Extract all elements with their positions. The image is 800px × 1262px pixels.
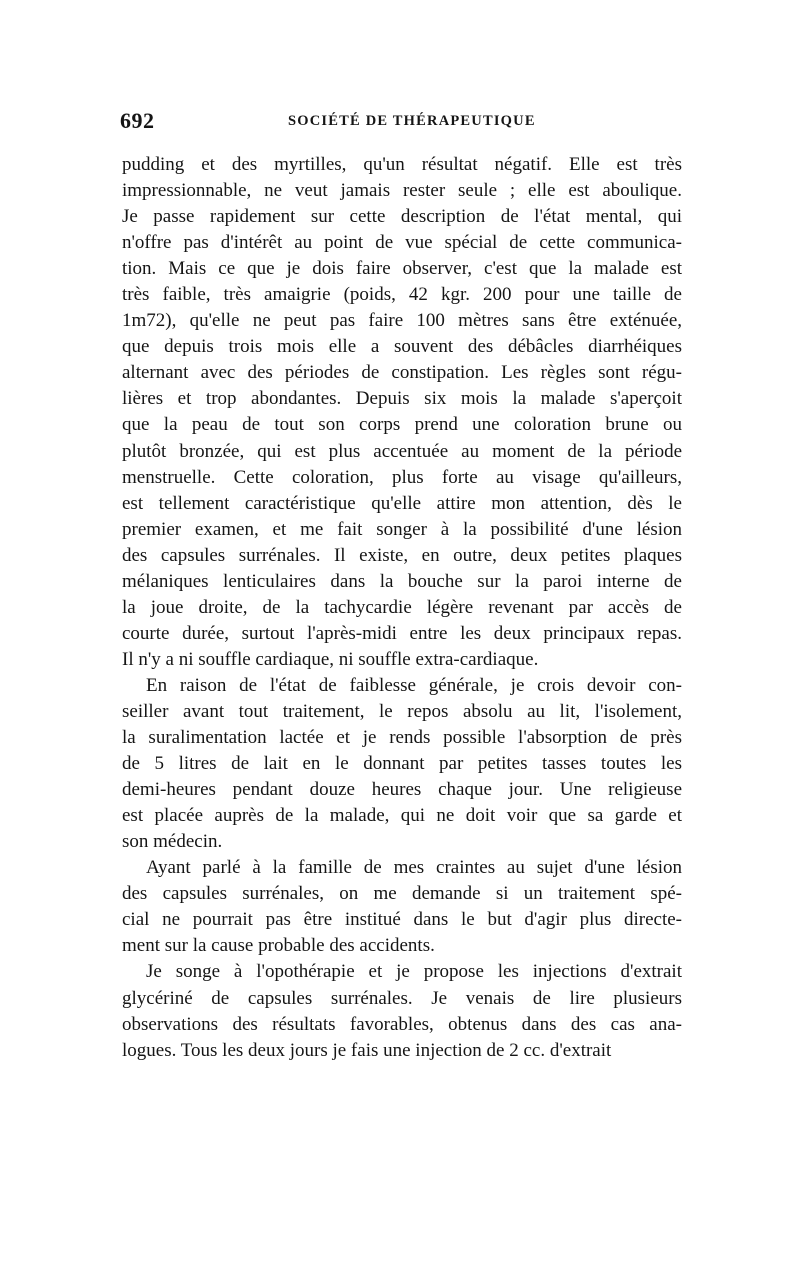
- paragraph: [122, 959, 682, 1063]
- paragraph: [122, 152, 682, 673]
- text-line: premier examen, et me fait songer à la possibilité d'une lésion: [122, 518, 682, 540]
- text-line: que la peau de tout son corps prend une coloration brune ou: [122, 414, 682, 436]
- paragraph: [122, 855, 682, 959]
- text-line: que depuis trois mois elle a souvent des débâcles diarrhéiques: [122, 336, 682, 358]
- page-number: 692: [120, 108, 155, 133]
- body-text: [122, 152, 682, 1064]
- text-line: n'offre pas d'intérêt au point de vue spécial de cette communica-: [122, 232, 682, 254]
- text-line: menstruelle. Cette coloration, plus forte au visage qu'ailleurs,: [122, 466, 682, 488]
- text-line: des capsules surrénales, on me demande si un traitement spé-: [122, 883, 682, 905]
- text-line: Il n'y a ni souffle cardiaque, ni souffle extra-cardiaque.: [122, 648, 539, 670]
- text-line: observations des résultats favorables, obtenus dans des cas ana-: [122, 1013, 682, 1035]
- text-line: 1m72), qu'elle ne peut pas faire 100 mètres sans être exténuée,: [122, 310, 682, 332]
- text-line: de 5 litres de lait en le donnant par petites tasses toutes les: [122, 753, 682, 775]
- text-line: impressionnable, ne veut jamais rester seule ; elle est aboulique.: [122, 180, 682, 202]
- text-line: courte durée, surtout l'après-midi entre les deux principaux repas.: [122, 622, 682, 644]
- text-line: tion. Mais ce que je dois faire observer, c'est que la malade est: [122, 258, 682, 280]
- running-title: SOCIÉTÉ DE THÉRAPEUTIQUE: [288, 113, 536, 129]
- text-line: lières et trop abondantes. Depuis six mois la malade s'aperçoit: [122, 388, 682, 410]
- text-line: très faible, très amaigrie (poids, 42 kgr. 200 pour une taille de: [122, 284, 682, 306]
- text-line: mélaniques lenticulaires dans la bouche sur la paroi interne de: [122, 570, 682, 592]
- text-line: alternant avec des périodes de constipation. Les règles sont régu-: [122, 362, 682, 384]
- text-line: est tellement caractéristique qu'elle attire mon attention, dès le: [122, 492, 682, 514]
- text-line: Je passe rapidement sur cette description de l'état mental, qui: [122, 206, 682, 228]
- paragraph: [122, 673, 682, 855]
- text-line: Je songe à l'opothérapie et je propose les injections d'extrait: [146, 961, 682, 983]
- text-line: plutôt bronzée, qui est plus accentuée au moment de la période: [122, 440, 682, 462]
- text-line: son médecin.: [122, 831, 223, 853]
- text-line: seiller avant tout traitement, le repos absolu au lit, l'isolement,: [122, 700, 682, 722]
- text-line: cial ne pourrait pas être institué dans le but d'agir plus directe-: [122, 909, 682, 931]
- text-line: est placée auprès de la malade, qui ne doit voir que sa garde et: [122, 805, 682, 827]
- text-line: demi-heures pendant douze heures chaque jour. Une religieuse: [122, 779, 682, 801]
- page-header: [120, 108, 682, 138]
- text-line: glycériné de capsules surrénales. Je venais de lire plusieurs: [122, 987, 682, 1009]
- text-line: logues. Tous les deux jours je fais une injection de 2 cc. d'extrait: [122, 1039, 612, 1061]
- text-line: ment sur la cause probable des accidents.: [122, 935, 435, 957]
- text-line: En raison de l'état de faiblesse générale, je crois devoir con-: [146, 674, 682, 696]
- text-line: pudding et des myrtilles, qu'un résultat négatif. Elle est très: [122, 154, 682, 175]
- text-line: des capsules surrénales. Il existe, en outre, deux petites plaques: [122, 544, 682, 566]
- text-line: la suralimentation lactée et je rends possible l'absorption de près: [122, 727, 682, 749]
- text-line: Ayant parlé à la famille de mes craintes au sujet d'une lésion: [146, 857, 682, 879]
- text-line: la joue droite, de la tachycardie légère revenant par accès de: [122, 596, 682, 618]
